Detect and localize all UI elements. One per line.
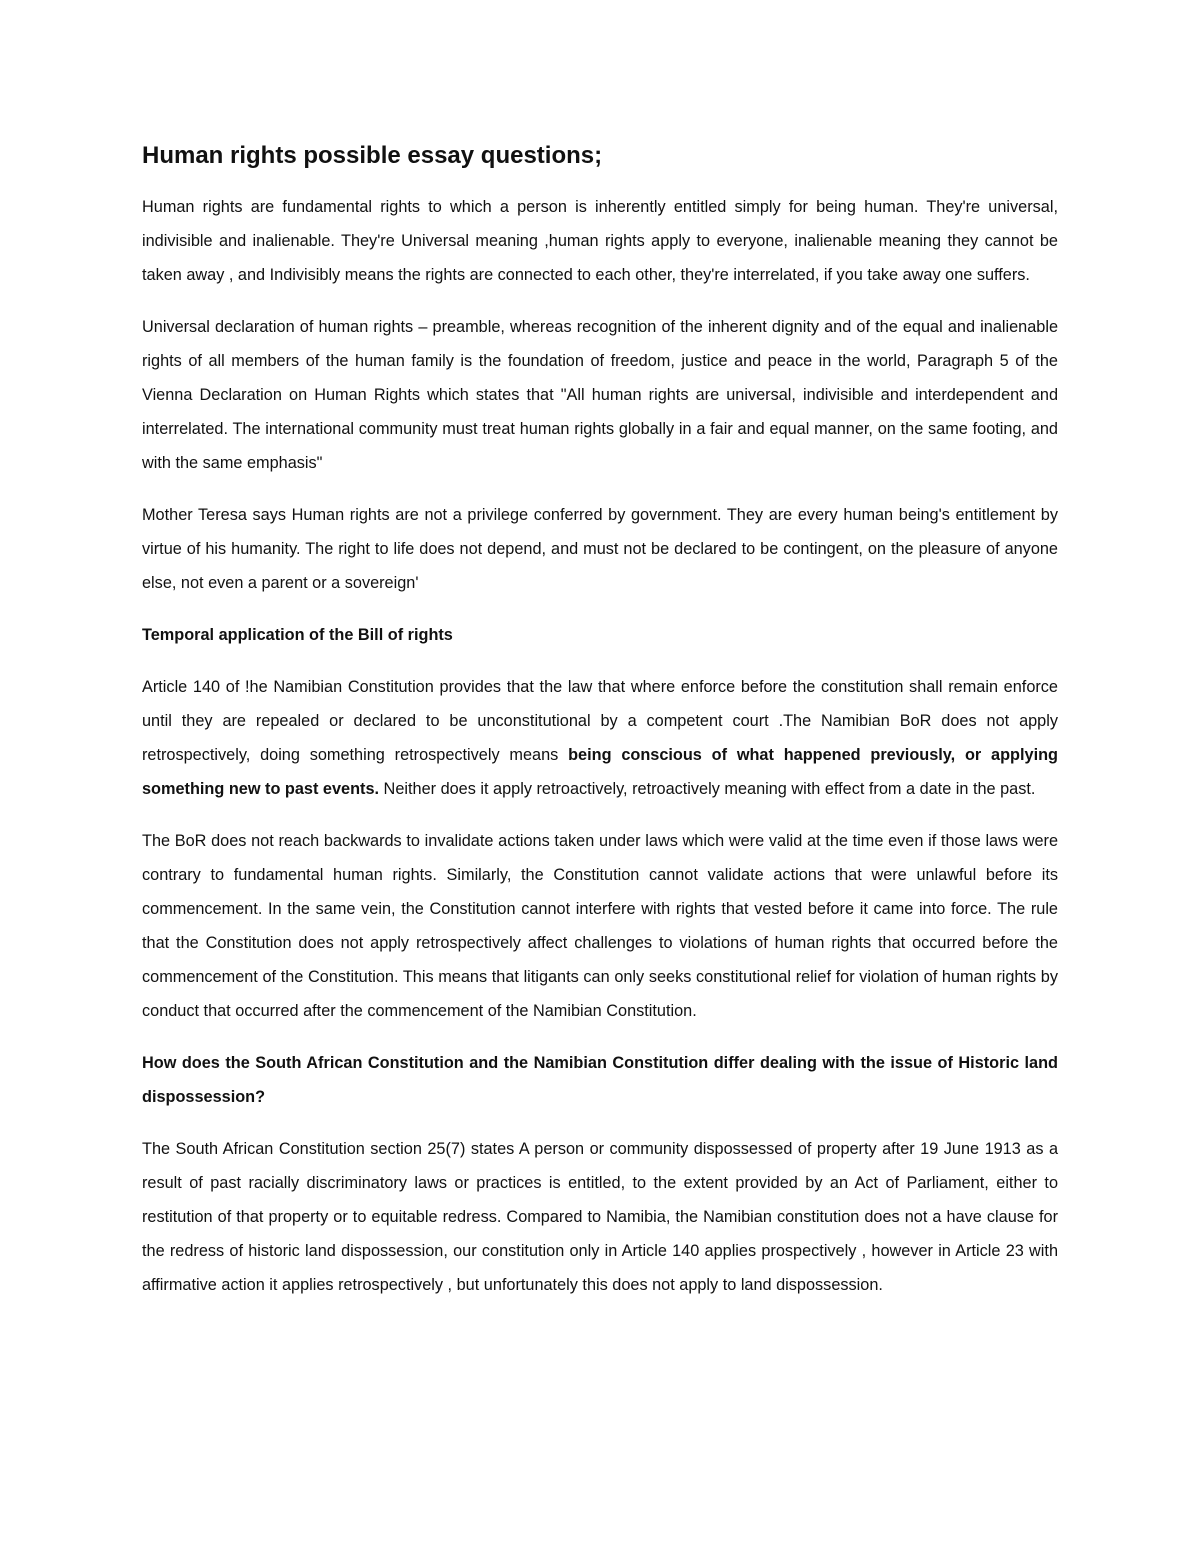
paragraph-south-african-constitution: The South African Constitution section 25(7) states A person or community dispossessed of property after 19 June 1913 as a result of past racially discriminatory laws or practices is entitled, to the extent provided by an Act of Parliament, either to restitution of that property or to equitable redress. Compared to Namibia, the Namibian constitution does not a have clause for the redress of historic land dispossession, our constitution only in Article 140 applies prospectively , however in Article 23 with affirmative action it applies retrospectively , but unfortunately this does not apply to land dispossession. <box>142 1140 1058 1294</box>
heading-temporal-application: Temporal application of the Bill of rights <box>142 626 453 644</box>
paragraph-bor-backwards: The BoR does not reach backwards to invalidate actions taken under laws which were valid at the time even if those laws were contrary to fundamental human rights. Similarly, the Constitution cannot validate actions that were unlawful before its commencement. In the same vein, the Constitution cannot interfere with rights that vested before it came into force. The rule that the Constitution does not apply retrospectively affect challenges to violations of human rights that occurred before the commencement of the Constitution. This means that litigants can only seeks constitutional relief for violation of human rights by conduct that occurred after the commencement of the Namibian Constitution. <box>142 832 1058 1020</box>
document-title: Human rights possible essay questions; <box>142 142 603 169</box>
paragraph-article-140 <box>142 670 1058 806</box>
document-page <box>142 138 1058 1320</box>
paragraph-universal-declaration: Universal declaration of human rights – preamble, whereas recognition of the inherent dignity and of the equal and inalienable rights of all members of the human family is the foundation of freedom, justice and peace in the world, Paragraph 5 of the Vienna Declaration on Human Rights which states that "All human rights are universal, indivisible and interdependent and interrelated. The international community must treat human rights globally in a fair and equal manner, on the same footing, and with the same emphasis" <box>142 318 1058 472</box>
paragraph-article-140-text-b: Neither does it apply retroactively, retroactively meaning with effect from a date in the past. <box>379 780 1036 798</box>
paragraph-article-140-text-a: Article 140 of !he Namibian Constitution provides that the law that where enforce before the constitution shall remain enforce until they are repealed or declared to be unconstitutional by a competent court .The Namibian BoR does not apply retrospectively, doing something retrospectively means <box>142 678 1058 764</box>
paragraph-human-rights-definition: Human rights are fundamental rights to which a person is inherently entitled simply for being human. They're universal, indivisible and inalienable. They're Universal meaning ,human rights apply to everyone, inalienable meaning they cannot be taken away , and Indivisibly means the rights are connected to each other, they're interrelated, if you take away one suffers. <box>142 198 1058 284</box>
paragraph-article-140-bold: being conscious of what happened previously, or applying something new to past events. <box>142 746 1058 798</box>
paragraph-mother-teresa: Mother Teresa says Human rights are not a privilege conferred by government. They are every human being's entitlement by virtue of his humanity. The right to life does not depend, and must not be declared to be contingent, on the pleasure of anyone else, not even a parent or a sovereign' <box>142 506 1058 592</box>
heading-land-dispossession: How does the South African Constitution and the Namibian Constitution differ dealing with the issue of Historic land dispossession? <box>142 1054 1058 1106</box>
